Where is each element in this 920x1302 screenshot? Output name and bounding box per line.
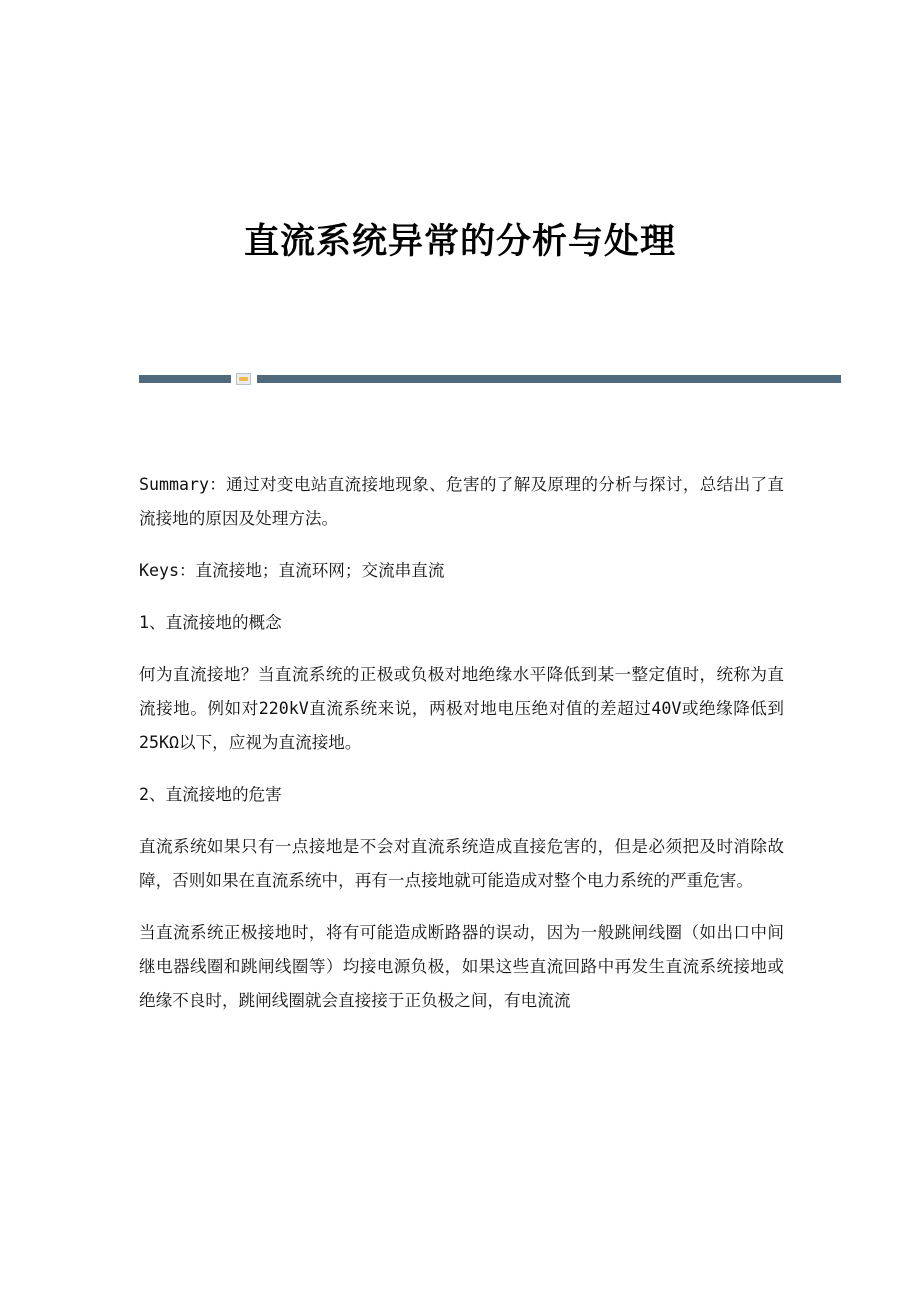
keys-paragraph: Keys：直流接地；直流环网；交流串直流 — [139, 561, 445, 580]
body-paragraph: 何为直流接地？当直流系统的正极或负极对地绝缘水平降低到某一整定值时，统称为直流接地。例如对220kV直流系统来说，两极对地电压绝对值的差超过40V或绝缘降低到25KΩ以下，应视为直流接地。 — [139, 665, 784, 752]
document-body — [139, 468, 784, 1036]
title-divider-right — [257, 375, 841, 383]
document-title: 直流系统异常的分析与处理 — [243, 221, 676, 262]
body-paragraph: 直流系统如果只有一点接地是不会对直流系统造成直接危害的，但是必须把及时消除故障，否则如果在直流系统中，再有一点接地就可能造成对整个电力系统的严重危害。 — [139, 837, 784, 890]
section-heading-1: 1、直流接地的概念 — [139, 613, 282, 632]
body-paragraph: 当直流系统正极接地时，将有可能造成断路器的误动，因为一般跳闸线圈（如出口中间继电器线圈和跳闸线圈等）均接电源负极，如果这些直流回路中再发生直流系统接地或绝缘不良时，跳闸线圈就会直接接于正负极之间，有电流流 — [139, 923, 784, 1010]
section-heading-2: 2、直流接地的危害 — [139, 785, 282, 804]
divider-emblem-icon — [236, 373, 251, 385]
summary-paragraph: Summary：通过对变电站直流接地现象、危害的了解及原理的分析与探讨，总结出了直流接地的原因及处理方法。 — [139, 475, 784, 528]
title-divider-left — [139, 375, 231, 383]
